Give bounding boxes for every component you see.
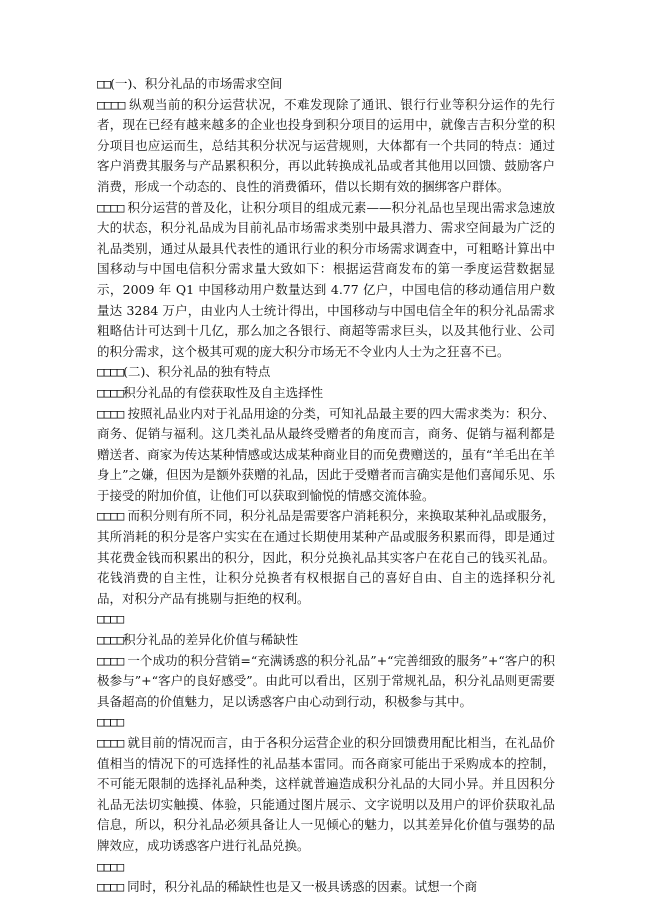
- placeholder-boxes: □□□□: [97, 714, 124, 730]
- placeholder-boxes: □□□□: [97, 858, 124, 874]
- placeholder-boxes: □□□□: [97, 364, 124, 380]
- paragraph-empty: [97, 712, 555, 733]
- paragraph-empty: [97, 609, 555, 630]
- placeholder-boxes: □□□□: [97, 879, 124, 895]
- paragraph-text: 按照礼品业内对于礼品用途的分类，可知礼品最主要的四大需求类为：积分、商务、促销与福利。这几类礼品从最终受赠者的角度而言，商务、促销与福利都是赠送者、商家为传达某种情感或达成某种商业目的而免费赠送的，虽有“羊毛出在羊身上”之嫌，但因为是额外获赠的礼品，因此于受赠者而言确实是他们喜闻乐见、乐于接受的附加价值，让他们可以获取到愉悦的情感交流体验。: [97, 405, 555, 503]
- paragraph-text: 而积分则有所不同，积分礼品是需要客户消耗积分，来换取某种礼品或服务，其所消耗的积分是客户实实在在通过长期使用某种产品或服务积累而得，即是通过其花费金钱而积累出的积分，因此，积分兑换礼品其实客户在花自己的钱买礼品。花钱消费的自主性，让积分兑换者有权根据自己的喜好自由、自主的选择积分礼品，对积分产品有挑剔与拒绝的权利。: [97, 508, 555, 606]
- paragraph: [97, 95, 555, 198]
- placeholder-boxes: □□□□: [97, 405, 124, 421]
- paragraph: [97, 198, 555, 363]
- section-heading-market-demand: [97, 74, 555, 95]
- paragraph-text: 积分运营的普及化，让积分项目的组成元素——积分礼品也呈现出需求急速放大的状态，积分礼品成为目前礼品市场需求类别中最具潜力、需求空间最为广泛的礼品类别，通过从最具代表性的通讯行业的积分市场需求调查中，可粗略计算出中国移动与中国电信积分需求量大致如下：根据运营商发布的第一季度运营数据显示，2009 年 Q1 中国移动用户数量达到 4.77 亿户，中国电信的移动通信用户数量达 3284 万户，由业内人士统计得出，中国移动与中国电信全年的积分礼品需求粗略估计可达到十几亿，那么加之各银行、商超等需求巨头，以及其他行业、公司的积分需求，这个极其可观的庞大积分市场无不令业内人士为之狂喜不已。: [97, 199, 555, 359]
- paragraph-text: (二)、积分礼品的独有特点: [123, 364, 271, 380]
- paragraph-text: 就目前的情况而言，由于各积分运营企业的积分回馈费用配比相当，在礼品价值相当的情况下的可选择性的礼品基本雷同。而各商家可能出于采购成本的控制，不可能无限制的选择礼品种类，这样就普遍造成积分礼品的大同小异。并且因积分礼品无法切实触摸、体验，只能通过图片展示、文字说明以及用户的评价获取礼品信息，所以，积分礼品必须具备让人一见倾心的魅力，以其差异化价值与强势的品牌效应，成功诱惑客户进行礼品兑换。: [97, 735, 555, 853]
- paragraph-text: (一)、积分礼品的市场需求空间: [110, 76, 283, 91]
- placeholder-boxes: □□□□: [97, 652, 124, 668]
- paragraph-text: 同时，积分礼品的稀缺性也是又一极具诱惑的因素。试想一个商: [123, 879, 478, 895]
- paragraph: [97, 733, 555, 857]
- section-heading-unique-features: [97, 362, 555, 383]
- paragraph-text: 积分礼品的差异化价值与稀缺性: [123, 632, 299, 648]
- placeholder-boxes: □□□□: [97, 611, 124, 627]
- paragraph: [97, 651, 555, 713]
- paragraph-text: 纵观当前的积分运营状况，不难发现除了通讯、银行行业等积分运作的先行者，现在已经有越来越多的企业也投身到积分项目的运用中，就像吉吉积分堂的积分项目也应运而生，总结其积分状况与运营规则，大体都有一个共同的特点：通过客户消费其服务与产品累积积分，再以此转换成礼品或者其他用以回馈、鼓励客户消费，形成一个动态的、良性的消费循环，借以长期有效的捆绑客户群体。: [97, 96, 555, 194]
- placeholder-boxes: □□□□: [97, 735, 124, 750]
- placeholder-boxes: □□: [97, 76, 111, 91]
- placeholder-boxes: □□□□: [97, 384, 124, 400]
- document-body: [97, 74, 555, 898]
- subheading-differentiation-scarcity: [97, 630, 555, 651]
- placeholder-boxes: □□□□: [97, 632, 124, 648]
- paragraph-empty: [97, 857, 555, 878]
- paragraph-text: 一个成功的积分营销=“充满诱惑的积分礼品”+“完善细致的服务”+“客户的积极参与”+“客户的良好感受”。由此可以看出，区别于常规礼品，积分礼品则更需要具备超高的价值魅力，足以诱惑客户由心动到行动，积极参与其中。: [97, 652, 555, 709]
- placeholder-boxes: □□□□: [97, 508, 124, 524]
- placeholder-boxes: □□□□: [97, 96, 125, 112]
- subheading-paid-selection: [97, 383, 555, 404]
- paragraph-text: 积分礼品的有偿获取性及自主选择性: [123, 384, 324, 400]
- paragraph: [97, 404, 555, 507]
- paragraph: [97, 506, 555, 609]
- paragraph: [97, 877, 555, 898]
- placeholder-boxes: □□□□: [97, 199, 124, 215]
